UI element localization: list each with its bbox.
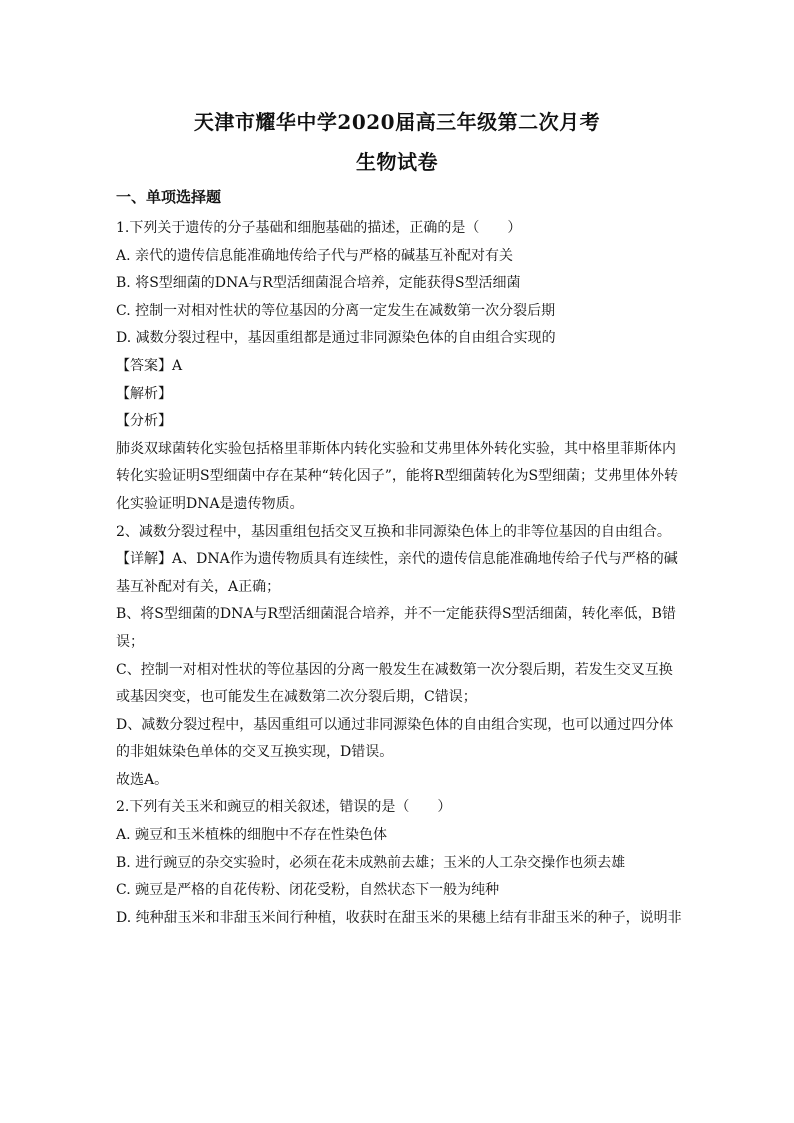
exam-title: 天津市耀华中学2020届高三年级第二次月考: [193, 110, 601, 134]
detail-c: C、控制一对相对性状的等位基因的分离一般发生在减数第一次分裂后期，若发生交叉互换或基因突变，也可能发生在减数第二次分裂后期，C错误；: [116, 661, 673, 706]
question-1-option-d: D. 减数分裂过程中，基因重组都是通过非同源染色体的自由组合实现的: [116, 330, 556, 347]
question-2-option-d: D. 纯种甜玉米和非甜玉米间行种植，收获时在甜玉米的果穗上结有非甜玉米的种子，说明非: [116, 909, 682, 926]
question-content: [116, 215, 686, 932]
fenxi-paragraph-1: 肺炎双球菌转化实验包括格里菲斯体内转化实验和艾弗里体外转化实验，其中格里菲斯体内转化实验证明S型细菌中存在某种“转化因子”，能将R型细菌转化为S型细菌；艾弗里体外转化实验证明DNA是遗传物质。: [116, 440, 679, 512]
conclusion: 故选A。: [116, 771, 169, 788]
answer-line: 【答案】A: [116, 357, 183, 374]
fenxi-paragraph-2: 2、减数分裂过程中，基因重组包括交叉互换和非同源染色体上的非等位基因的自由组合。: [116, 523, 671, 540]
question-2-option-b: B. 进行豌豆的杂交实验时，必须在花未成熟前去雄；玉米的人工杂交操作也须去雄: [116, 854, 626, 871]
question-1-stem: 1.下列关于遗传的分子基础和细胞基础的描述，正确的是（ ）: [116, 220, 522, 236]
exam-subtitle: 生物试卷: [356, 150, 438, 174]
question-1-option-b: B. 将S型细菌的DNA与R型活细菌混合培养，定能获得S型活细菌: [116, 275, 521, 292]
fenxi-label: 【分析】: [116, 413, 172, 430]
section-heading: 一、单项选择题: [116, 188, 222, 206]
question-2-option-c: C. 豌豆是严格的自花传粉、闭花受粉，自然状态下一般为纯种: [116, 882, 500, 899]
question-1-option-a: A. 亲代的遗传信息能准确地传给子代与严格的碱基互补配对有关: [116, 247, 514, 264]
analysis-label: 【解析】: [116, 385, 172, 402]
detail-d: D、减数分裂过程中，基因重组可以通过非同源染色体的自由组合实现，也可以通过四分体的非姐妹染色单体的交叉互换实现，D错误。: [116, 716, 674, 761]
question-2-stem: 2.下列有关玉米和豌豆的相关叙述，错误的是（ ）: [116, 799, 452, 816]
question-2-option-a: A. 豌豆和玉米植株的细胞中不存在性染色体: [116, 827, 388, 844]
question-1-option-c: C. 控制一对相对性状的等位基因的分离一定发生在减数第一次分裂后期: [116, 302, 556, 319]
detail-a: 【详解】A、DNA作为遗传物质具有连续性，亲代的遗传信息能准确地传给子代与严格的碱基互补配对有关，A正确；: [116, 551, 678, 595]
detail-b: B、将S型细菌的DNA与R型活细菌混合培养，并不一定能获得S型活细菌，转化率低，B错误；: [116, 606, 676, 650]
